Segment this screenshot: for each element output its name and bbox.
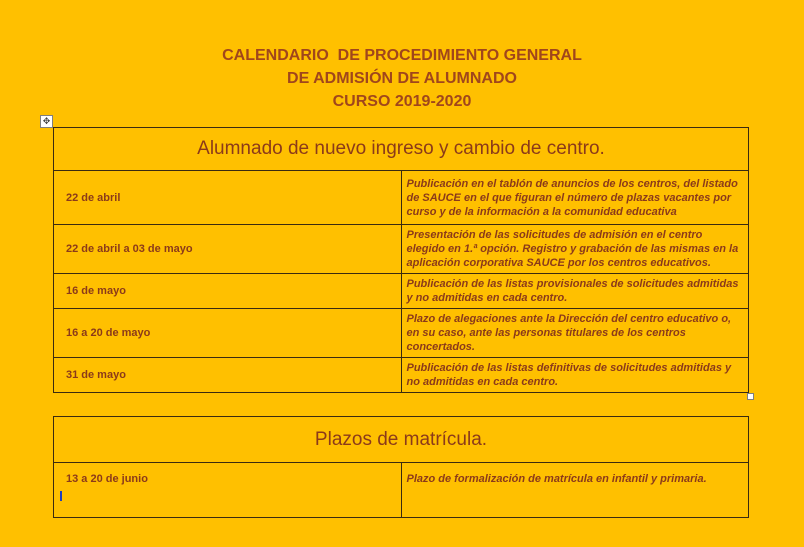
row-description: Publicación de las listas provisionales de solicitudes admitidas y no admitidas en cada centro. [401,274,749,309]
table-row [54,309,749,358]
move-arrows-icon: ✥ [42,116,51,126]
admission-calendar-table [53,127,749,393]
row-date: 13 a 20 de junio [66,473,148,485]
table-header-row [54,128,749,171]
table-row [54,274,749,309]
row-date: 16 a 20 de mayo [54,309,402,358]
table-row [54,171,749,225]
row-description: Plazo de alegaciones ante la Dirección del centro educativo o, en su caso, ante las personas titulares de los centros concertados. [401,309,749,358]
row-date-cell[interactable] [54,463,402,518]
row-description: Publicación en el tablón de anuncios de los centros, del listado de SAUCE en el que figuran el número de plazas vacantes por curso y de la información a la comunidad educativa [401,171,749,225]
title-line-2: DE ADMISIÓN DE ALUMNADO [287,70,517,87]
enrollment-calendar-table [53,416,749,518]
enrollment-table-header: Plazos de matrícula. [54,417,749,463]
title-line-1: CALENDARIO DE PROCEDIMIENTO GENERAL [222,47,582,64]
table-move-handle-icon[interactable] [40,115,53,128]
row-description: Presentación de las solicitudes de admisión en el centro elegido en 1.ª opción. Registro y grabación de las mismas en la aplicación corporativa SAUCE por los centros educativos. [401,225,749,274]
table-resize-handle[interactable] [747,393,754,400]
table-row [54,358,749,393]
row-date: 22 de abril [54,171,402,225]
document-title [0,44,804,113]
table-header-row [54,417,749,463]
title-line-3: CURSO 2019-2020 [332,93,472,110]
row-description: Publicación de las listas definitivas de solicitudes admitidas y no admitidas en cada centro. [401,358,749,393]
text-cursor-mark [60,491,62,501]
row-date: 22 de abril a 03 de mayo [54,225,402,274]
table-row [54,225,749,274]
row-description: Plazo de formalización de matrícula en infantil y primaria. [401,463,749,518]
row-date: 31 de mayo [54,358,402,393]
table-row [54,463,749,518]
admission-table-header: Alumnado de nuevo ingreso y cambio de centro. [54,128,749,171]
row-date: 16 de mayo [54,274,402,309]
text-cursor [60,489,395,503]
